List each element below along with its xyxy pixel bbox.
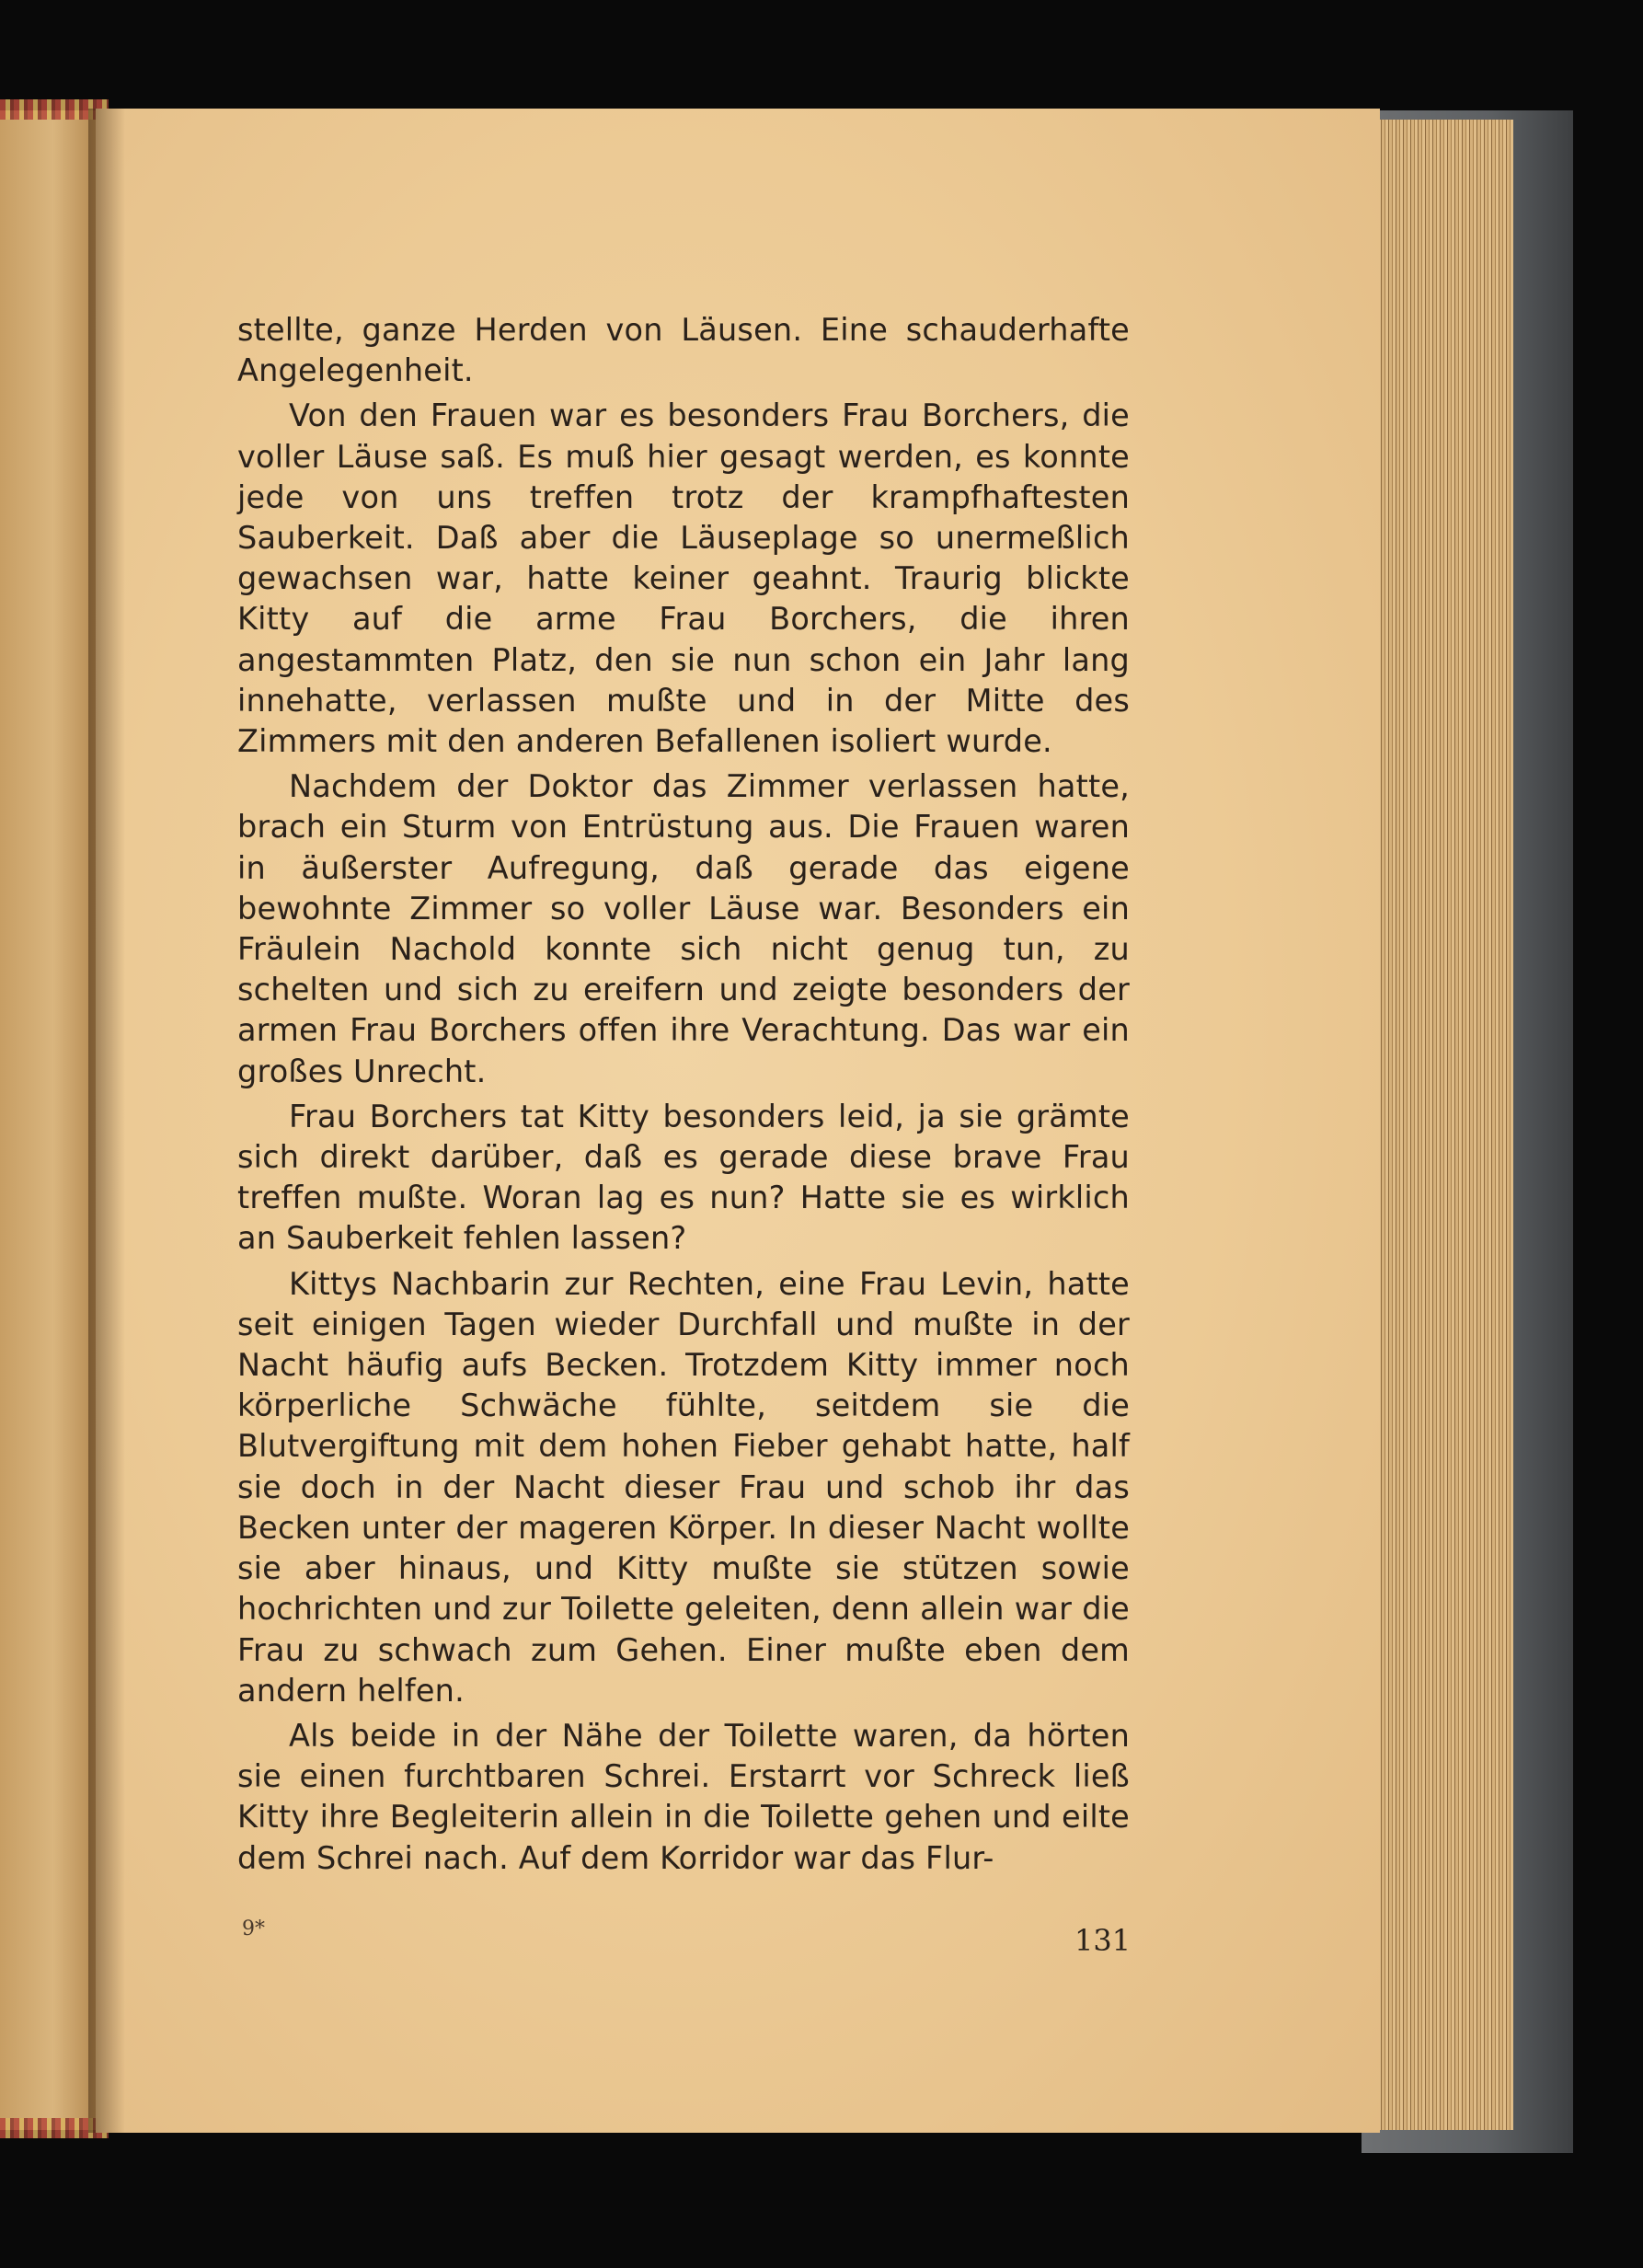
previous-page-edge bbox=[0, 110, 97, 2130]
paragraph-6: Als beide in der Nähe der Toilette waren, da hörten sie einen furchtbaren Schrei. Erstarrt vor Schreck ließ Kitty ihre Begleiterin allein in die Toilette gehen und eilte dem Schrei nach. Auf dem Korridor war das Flur- bbox=[237, 1717, 1130, 1876]
paragraph-1: stellte, ganze Herden von Läusen. Eine schauderhafte Angelegenheit. bbox=[237, 312, 1130, 389]
body-text bbox=[237, 310, 1130, 1883]
paragraph-4: Frau Borchers tat Kitty besonders leid, ja sie grämte sich direkt darüber, daß es gerade diese brave Frau treffen mußte. Woran lag es nun? Hatte sie es wirklich an Sauberkeit fehlen lassen? bbox=[237, 1098, 1130, 1257]
page-number: 131 bbox=[1074, 1923, 1132, 1958]
gutter-shadow bbox=[88, 109, 125, 2133]
signature-mark: 9* bbox=[242, 1917, 265, 1940]
paragraph-3: Nachdem der Doktor das Zimmer verlassen hatte, brach ein Sturm von Entrüstung aus. Die Frauen waren in äußerster Aufregung, daß gerade das eigene bewohnte Zimmer so voller Läuse war. Besonders ein Fräulein Nachold konnte sich nicht genug tun, zu schelten und sich zu ereifern und zeigte besonders der armen Frau Borchers offen ihre Verachtung. Das war ein großes Unrecht. bbox=[237, 768, 1130, 1089]
paragraph-5: Kittys Nachbarin zur Rechten, eine Frau Levin, hatte seit einigen Tagen wieder Durchfall und mußte in der Nacht häufig aufs Becken. Trotzdem Kitty immer noch körperliche Schwäche fühlte, seitdem sie die Blutvergiftung mit dem hohen Fieber gehabt hatte, half sie doch in der Nacht dieser Frau und schob ihr das Becken unter der mageren Körper. In dieser Nacht wollte sie aber hinaus, und Kitty mußte sie stützen sowie hochrichten und zur Toilette geleiten, denn allein war die Frau zu schwach zum Gehen. Einer mußte eben dem andern helfen. bbox=[237, 1265, 1130, 1709]
paragraph-2: Von den Frauen war es besonders Frau Borchers, die voller Läuse saß. Es muß hier gesagt werden, es konnte jede von uns treffen trotz der krampfhaftesten Sauberkeit. Daß aber die Läuseplage so unermeßlich gewachsen war, hatte keiner geahnt. Traurig blickte Kitty auf die arme Frau Borchers, die ihren angestammten Platz, den sie nun schon ein Jahr lang innehatte, verlassen mußte und in der Mitte des Zimmers mit den anderen Befallenen isoliert wurde. bbox=[237, 397, 1130, 760]
